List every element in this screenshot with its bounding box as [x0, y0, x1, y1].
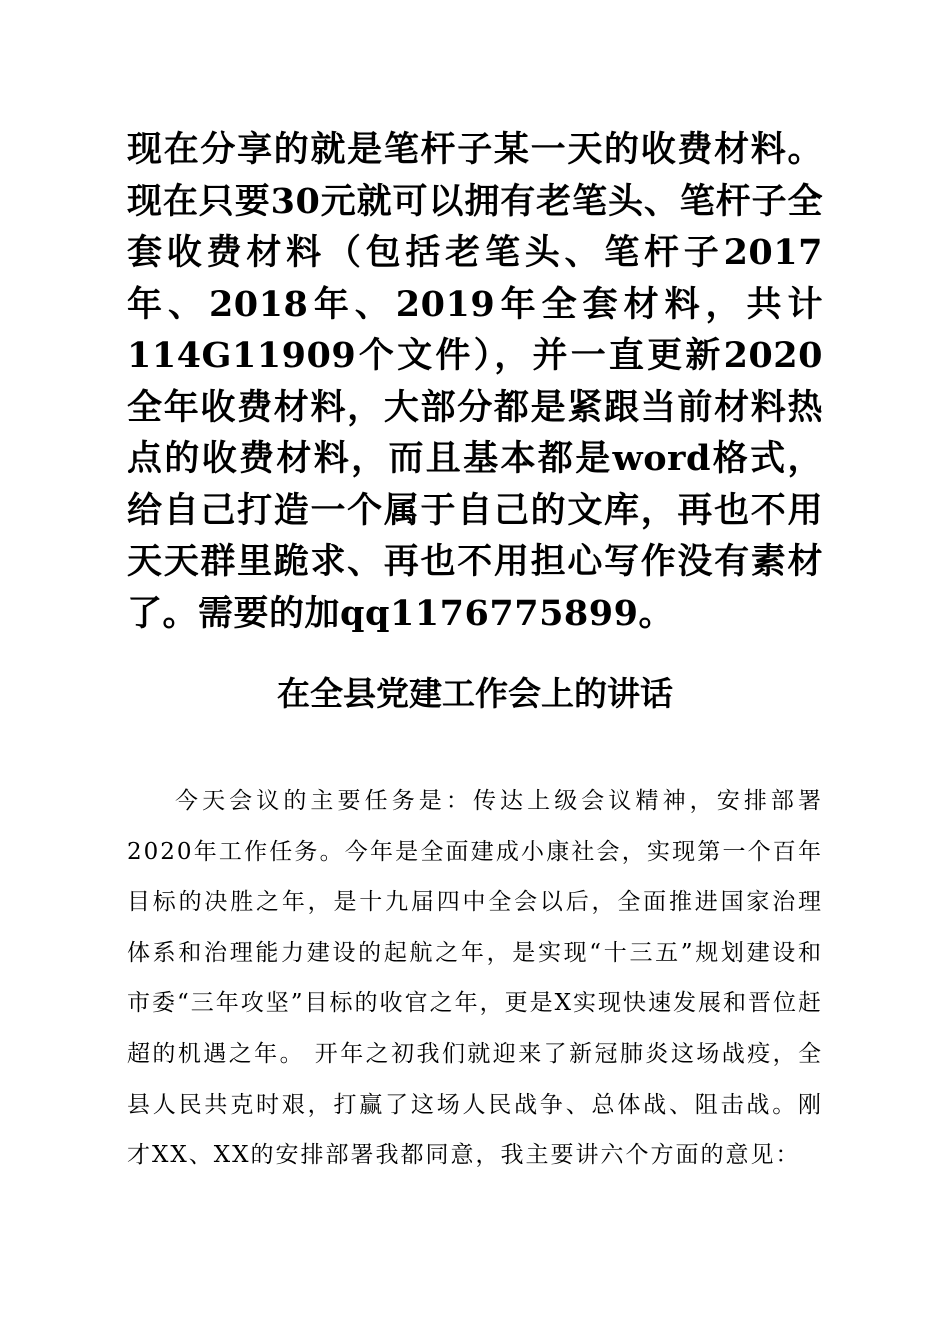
body-paragraph: 今天会议的主要任务是：传达上级会议精神，安排部署2020年工作任务。今年是全面建成小康社会，实现第一个百年目标的决胜之年，是十九届四中全会以后，全面推进国家治理体系和治理能力建设的起航之年，是实现“十三五”规划建设和市委“三年攻坚”目标的收官之年，更是X实现快速发展和晋位赶超的机遇之年。 开年之初我们就迎来了新冠肺炎这场战疫，全县人民共克时艰，打赢了这场人民战争、总体战、阻击战。刚才XX、XX的安排部署我都同意，我主要讲六个方面的意见： [127, 788, 823, 1169]
document-title: 在全县党建工作会上的讲话 [277, 674, 673, 713]
promo-paragraph: 现在分享的就是笔杆子某一天的收费材料。现在只要30元就可以拥有老笔头、笔杆子全套收费材料（包括老笔头、笔杆子2017年、2018年、2019年全套材料，共计114G11909个文件），并一直更新2020全年收费材料，大部分都是紧跟当前材料热点的收费材料，而且基本都是word格式，给自己打造一个属于自己的文库，再也不用天天群里跪求、再也不用担心写作没有素材了。需要的加qq1176775899。 [127, 129, 823, 634]
